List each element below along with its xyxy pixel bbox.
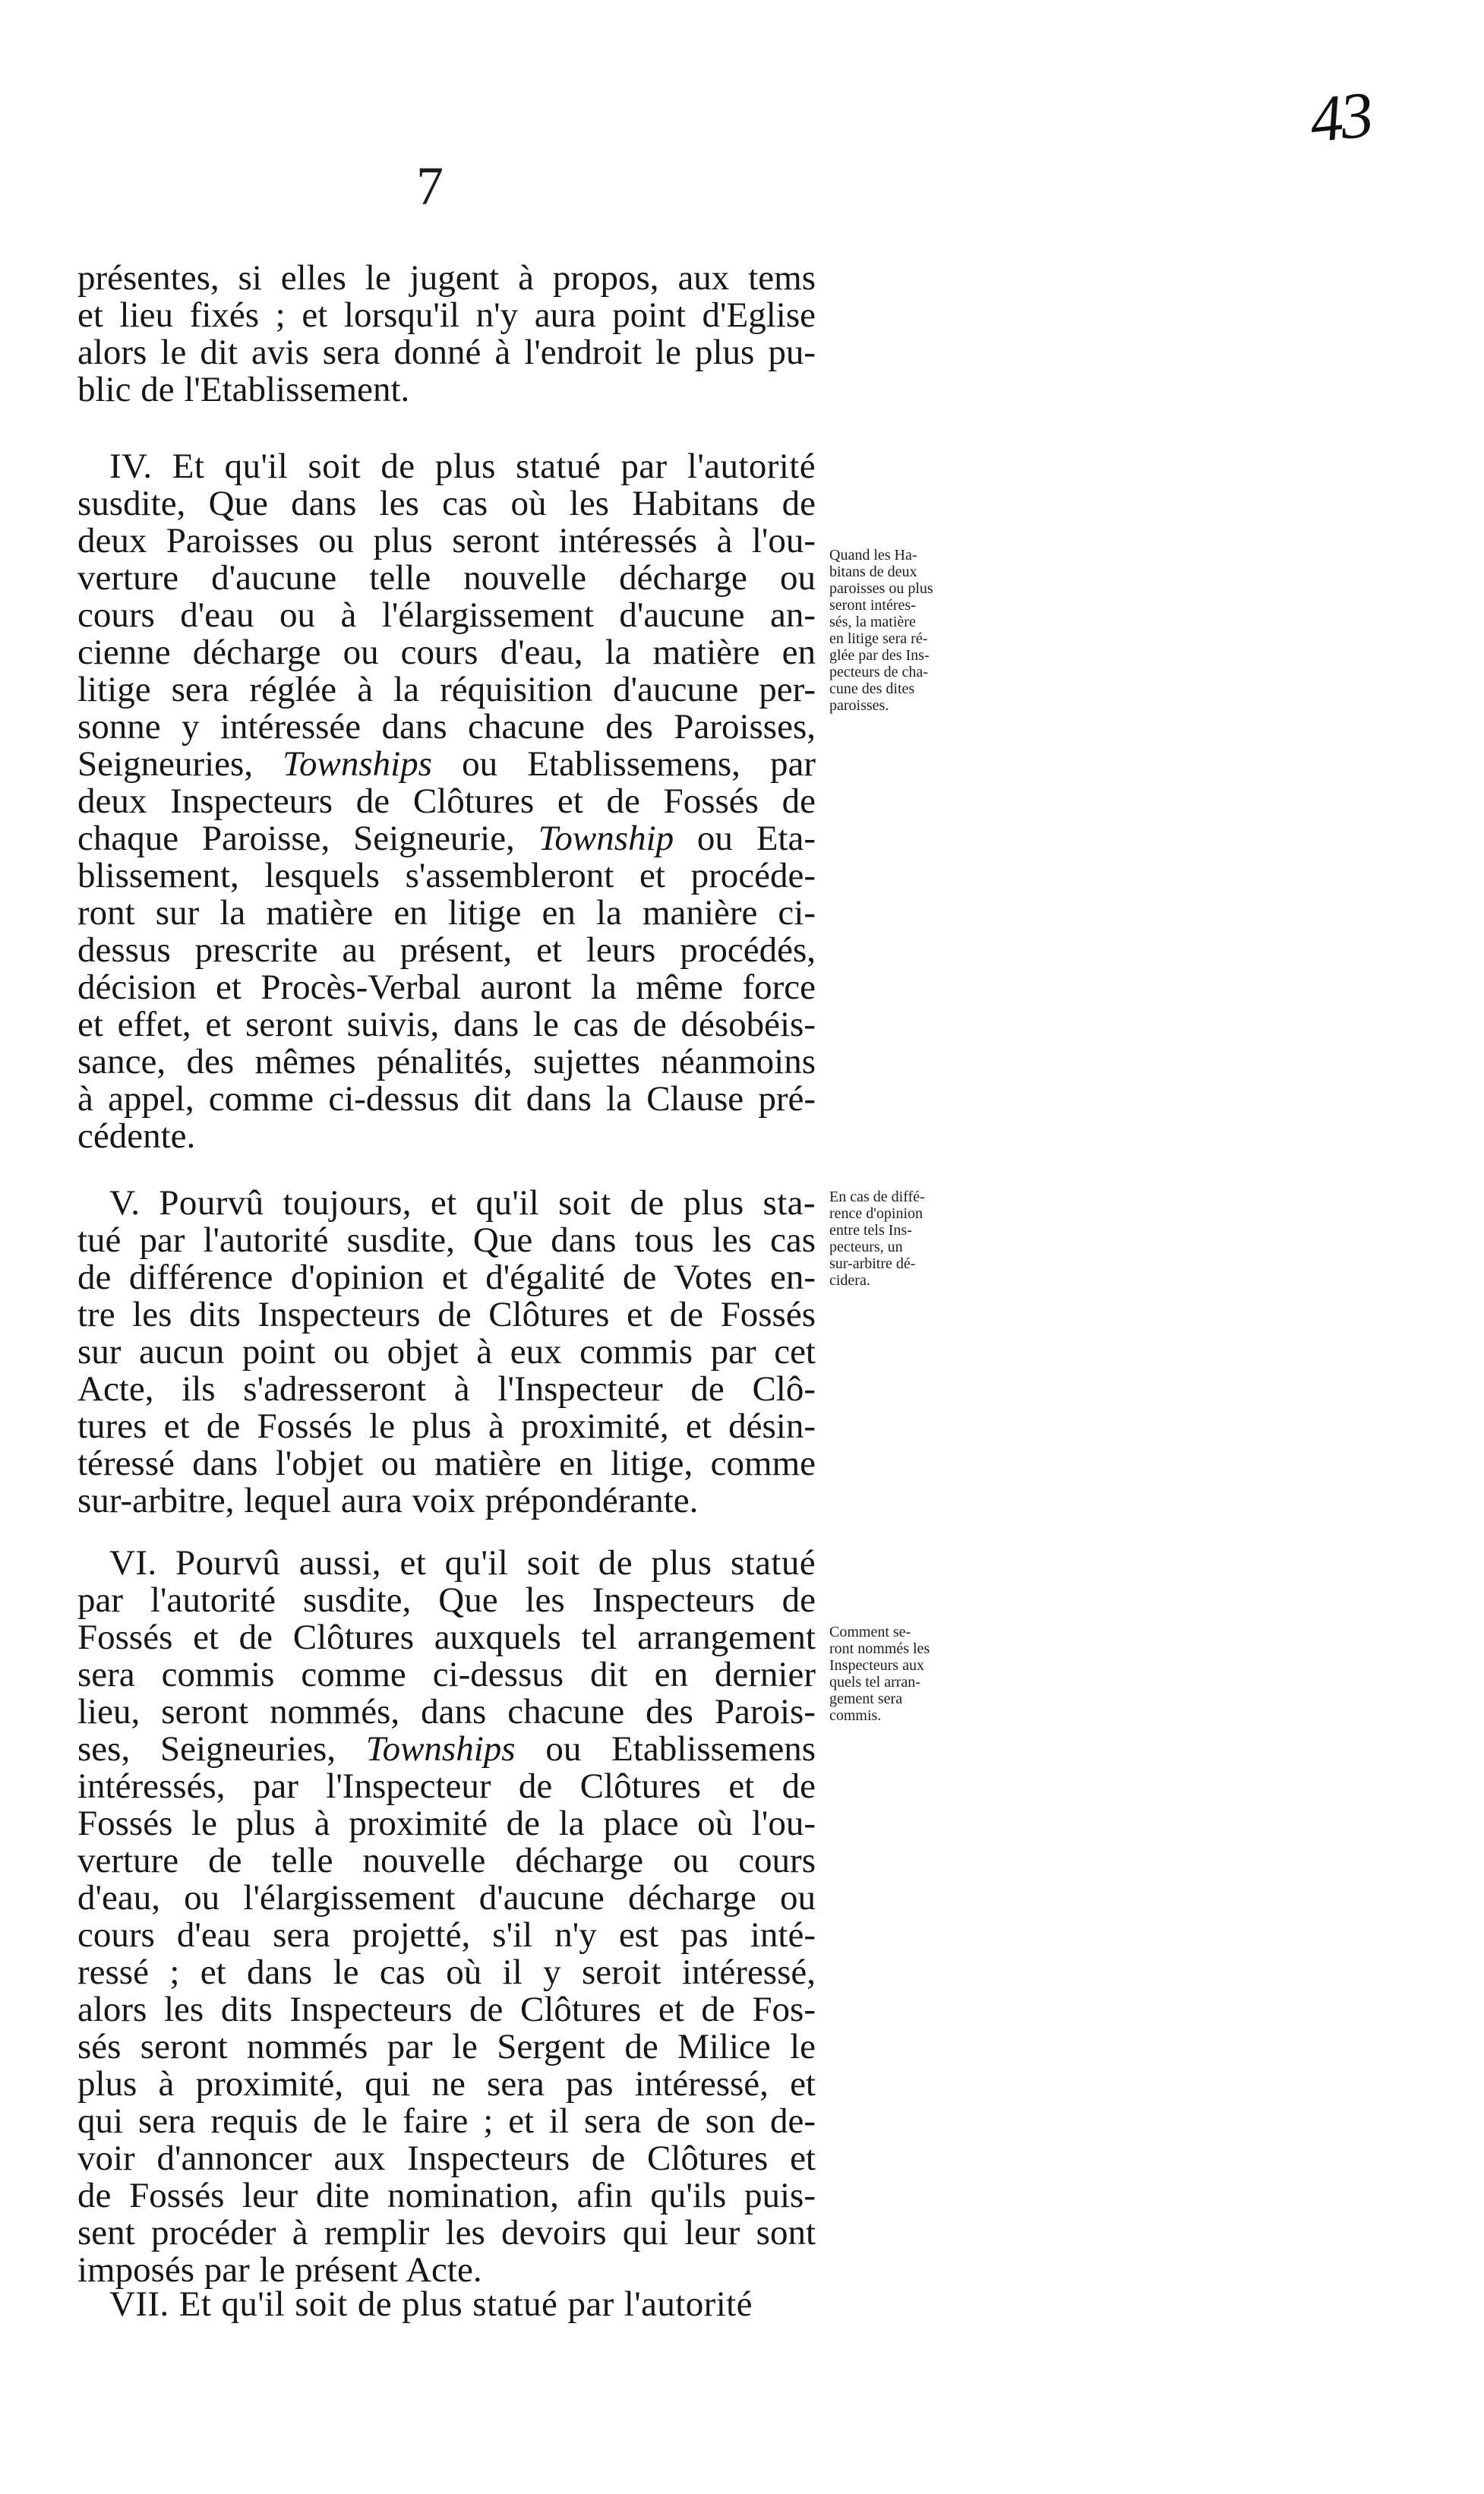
text-line: à appel, comme ci-dessus dit dans la Clause pré- bbox=[77, 1081, 816, 1118]
margin-note-section-v bbox=[829, 1189, 991, 1289]
text-line: sance, des mêmes pénalités, sujettes néanmoins bbox=[77, 1043, 816, 1081]
margin-note-section-vi bbox=[829, 1624, 991, 1724]
text-line: et effet, et seront suivis, dans le cas de désobéis- bbox=[77, 1006, 816, 1043]
margin-note-line: pecteurs, un bbox=[829, 1239, 903, 1255]
text-line: d'eau, ou l'élargissement d'aucune décharge ou bbox=[77, 1880, 816, 1917]
text-line-with-italic-term: Seigneuries, Townships ou Etablissemens, par bbox=[77, 746, 816, 783]
text-line: sur aucun point ou objet à eux commis par cet bbox=[77, 1334, 816, 1371]
text-line: tué par l'autorité susdite, Que dans tous les cas bbox=[77, 1222, 816, 1259]
text-line: Fossés et de Clôtures auxquels tel arrangement bbox=[77, 1619, 816, 1656]
margin-note-line: ront nommés les bbox=[829, 1640, 930, 1657]
text-line: de Fossés leur dite nomination, afin qu'ils puis- bbox=[77, 2177, 816, 2215]
margin-note-line: bitans de deux bbox=[829, 564, 917, 580]
text-line: alors les dits Inspecteurs de Clôtures et de Fos- bbox=[77, 1991, 816, 2028]
text-line: décision et Procès-Verbal auront la même force bbox=[77, 969, 816, 1006]
margin-note-line: pecteurs de cha- bbox=[829, 664, 928, 680]
section-v-paragraph bbox=[77, 1185, 816, 1520]
margin-note-line: paroisses. bbox=[829, 697, 889, 714]
margin-note-line: sur-arbitre dé- bbox=[829, 1255, 916, 1272]
text-line: sur-arbitre, lequel aura voix prépondérante. bbox=[77, 1482, 699, 1520]
margin-note-line: paroisses ou plus bbox=[829, 580, 933, 597]
margin-note-line: quels tel arran- bbox=[829, 1674, 920, 1691]
text-line: verture de telle nouvelle décharge ou cours bbox=[77, 1842, 816, 1880]
margin-note-line: glée par des Ins- bbox=[829, 647, 930, 664]
margin-note-line: Comment se- bbox=[829, 1624, 911, 1640]
margin-note-line: sés, la matière bbox=[829, 614, 916, 630]
text-line-with-italic-term: chaque Paroisse, Seigneurie, Township ou Eta- bbox=[77, 820, 816, 857]
section-heading-line: VII. Et qu'il soit de plus statué par l'autorité bbox=[109, 2286, 753, 2323]
text-line: Acte, ils s'adresseront à l'Inspecteur de Clô- bbox=[77, 1371, 816, 1408]
text-line: par l'autorité susdite, Que les Inspecteurs de bbox=[77, 1582, 816, 1619]
text-line: de différence d'opinion et d'égalité de Votes en- bbox=[77, 1259, 816, 1296]
text-line: plus à proximité, qui ne sera pas intéressé, et bbox=[77, 2066, 816, 2103]
text-line: lieu, seront nommés, dans chacune des Parois- bbox=[77, 1694, 816, 1731]
text-line: tre les dits Inspecteurs de Clôtures et de Fossés bbox=[77, 1296, 816, 1334]
margin-note-line: Quand les Ha- bbox=[829, 547, 917, 564]
text-line: sent procéder à remplir les devoirs qui leur sont bbox=[77, 2215, 816, 2252]
section-heading-line: VI. Pourvû aussi, et qu'il soit de plus statué bbox=[109, 1545, 816, 1582]
text-line: cours d'eau sera projetté, s'il n'y est pas inté- bbox=[77, 1917, 816, 1954]
text-line: imposés par le présent Acte. bbox=[77, 2252, 482, 2289]
handwritten-page-number: 43 bbox=[1306, 77, 1375, 156]
text-line: deux Paroisses ou plus seront intéressés à l'ou- bbox=[77, 522, 816, 560]
text-line: susdite, Que dans les cas où les Habitans de bbox=[77, 485, 816, 522]
text-line: sera commis comme ci-dessus dit en dernier bbox=[77, 1656, 816, 1694]
margin-note-line: commis. bbox=[829, 1707, 882, 1724]
section-heading-line: IV. Et qu'il soit de plus statué par l'autorité bbox=[109, 448, 816, 485]
text-line: ront sur la matière en litige en la manière ci- bbox=[77, 895, 816, 932]
text-line-with-italic-term: ses, Seigneuries, Townships ou Etablissemens bbox=[77, 1731, 816, 1768]
margin-note-line: gement sera bbox=[829, 1691, 903, 1707]
italic-term: Townships bbox=[365, 1731, 516, 1768]
text-line: sés seront nommés par le Sergent de Milice le bbox=[77, 2028, 816, 2066]
margin-note-line: cidera. bbox=[829, 1272, 870, 1289]
text-line: sonne y intéressée dans chacune des Paroisses, bbox=[77, 709, 816, 746]
text-line: cienne décharge ou cours d'eau, la matière en bbox=[77, 634, 816, 671]
margin-note-line: En cas de diffé- bbox=[829, 1189, 925, 1205]
text-line: dessus prescrite au présent, et leurs procédés, bbox=[77, 932, 816, 969]
margin-note-line: entre tels Ins- bbox=[829, 1222, 912, 1239]
section-vii-start bbox=[77, 2286, 816, 2323]
margin-note-section-iv bbox=[829, 547, 991, 714]
text-line: deux Inspecteurs de Clôtures et de Fossés de bbox=[77, 783, 816, 820]
text-line: blic de l'Etablissement. bbox=[77, 371, 410, 409]
text-line: litige sera réglée à la réquisition d'aucune per- bbox=[77, 671, 816, 709]
section-vi-paragraph bbox=[77, 1545, 816, 2289]
margin-note-line: seront intéres- bbox=[829, 597, 916, 614]
text-line: intéressés, par l'Inspecteur de Clôtures et de bbox=[77, 1768, 816, 1805]
margin-note-line: Inspecteurs aux bbox=[829, 1657, 924, 1674]
text-line: cours d'eau ou à l'élargissement d'aucune an- bbox=[77, 597, 816, 634]
text-line: Fossés le plus à proximité de la place où l'ou- bbox=[77, 1805, 816, 1842]
section-iv-paragraph bbox=[77, 448, 816, 1155]
text-line: cédente. bbox=[77, 1118, 196, 1155]
italic-term: Townships bbox=[283, 746, 432, 783]
text-line: et lieu fixés ; et lorsqu'il n'y aura point d'Eglise bbox=[77, 297, 816, 334]
text-line: présentes, si elles le jugent à propos, aux tems bbox=[77, 260, 816, 297]
text-line: tures et de Fossés le plus à proximité, et désin- bbox=[77, 1408, 816, 1445]
text-line: voir d'annoncer aux Inspecteurs de Clôtures et bbox=[77, 2140, 816, 2177]
text-line: ressé ; et dans le cas où il y seroit intéressé, bbox=[77, 1954, 816, 1991]
section-heading-line: V. Pourvû toujours, et qu'il soit de plus sta- bbox=[109, 1185, 816, 1222]
text-line: verture d'aucune telle nouvelle décharge ou bbox=[77, 560, 816, 597]
margin-note-line: rence d'opinion bbox=[829, 1205, 924, 1222]
text-line: blissement, lesquels s'assembleront et procéde- bbox=[77, 857, 816, 895]
text-line: qui sera requis de le faire ; et il sera de son de- bbox=[77, 2103, 816, 2140]
text-line: téressé dans l'objet ou matière en litige, comme bbox=[77, 1445, 816, 1482]
margin-note-line: en litige sera ré- bbox=[829, 630, 928, 647]
text-line: alors le dit avis sera donné à l'endroit le plus pu- bbox=[77, 334, 816, 371]
margin-note-line: cune des dites bbox=[829, 680, 915, 697]
printed-folio-number: 7 bbox=[416, 156, 444, 216]
italic-term: Township bbox=[538, 820, 674, 857]
opening-paragraph bbox=[77, 260, 816, 409]
